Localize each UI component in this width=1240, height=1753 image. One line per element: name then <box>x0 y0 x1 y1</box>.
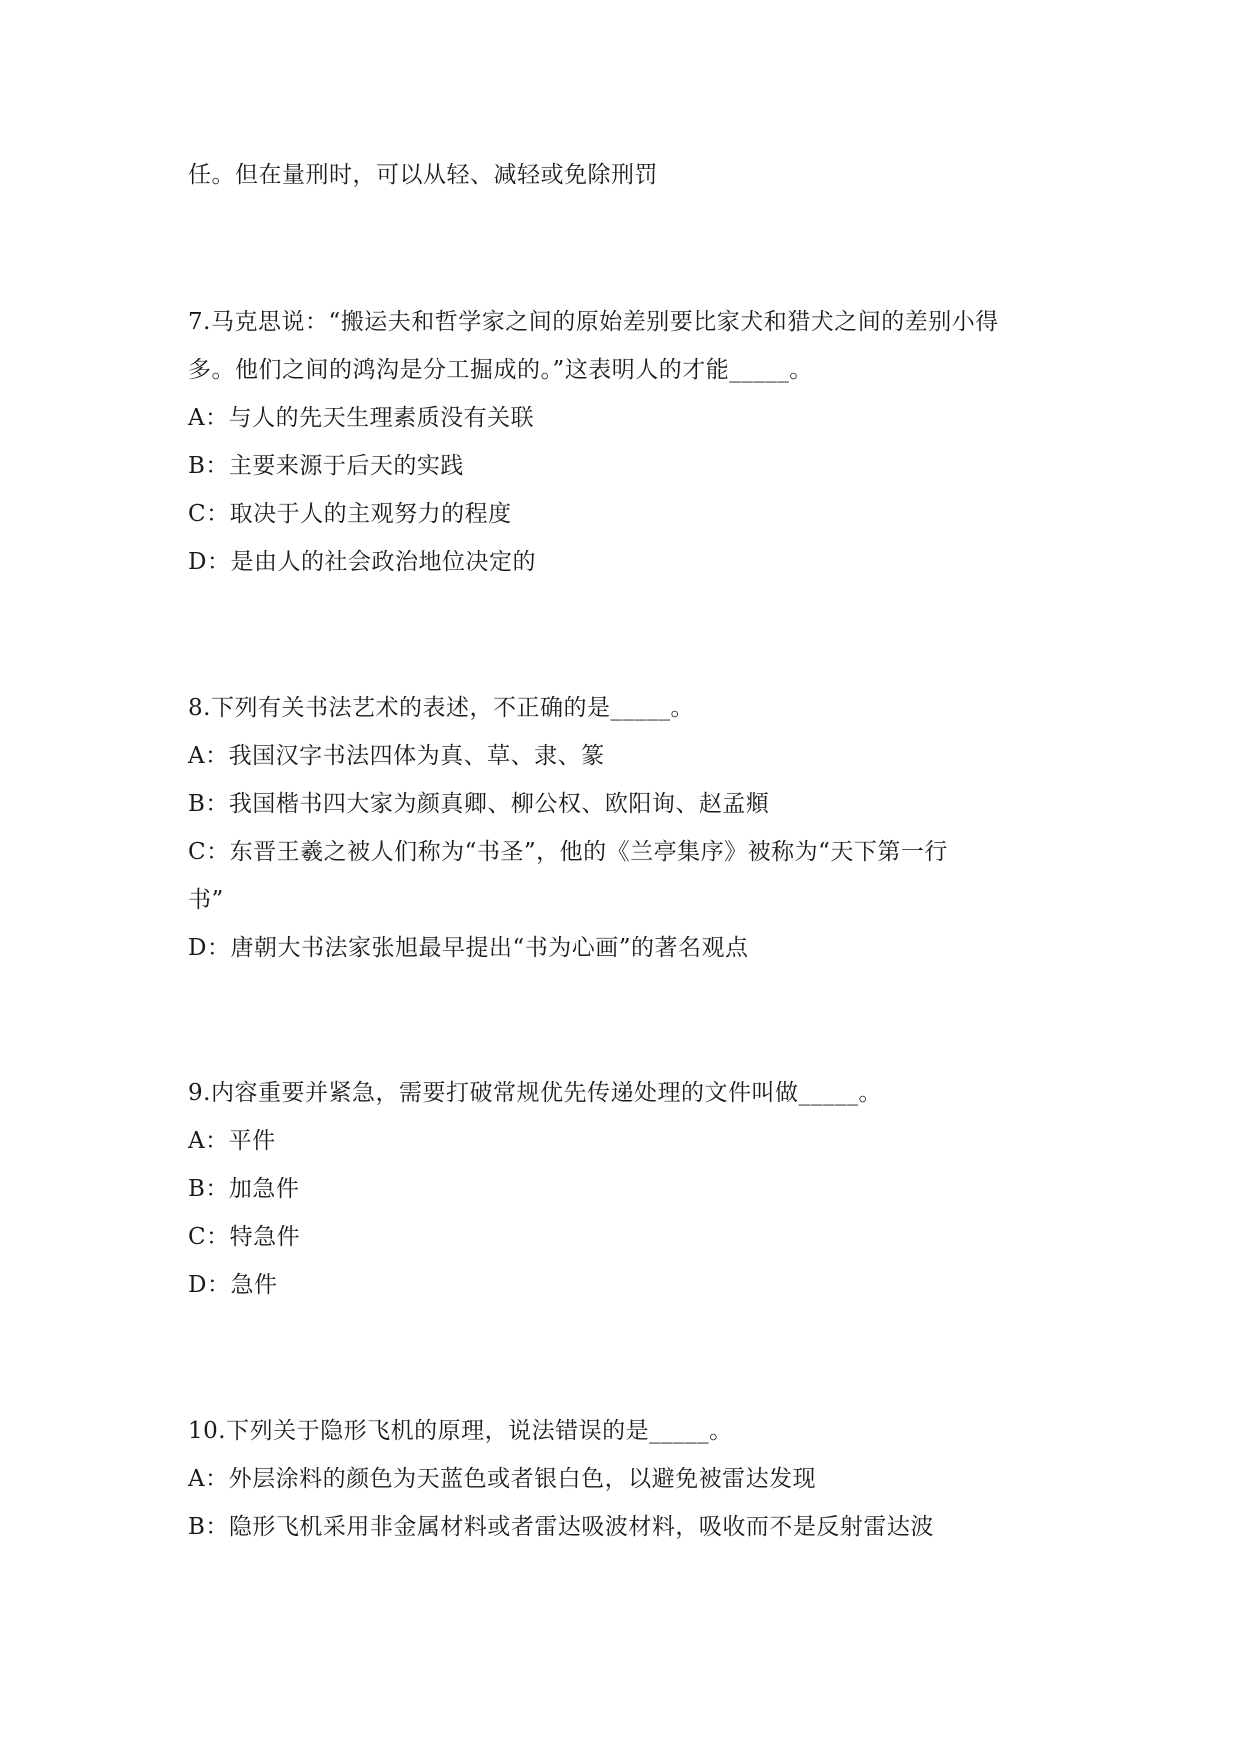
carryover-text: 任。但在量刑时，可以从轻、减轻或免除刑罚 <box>188 162 658 188</box>
q8-option-c: C：东晋王羲之被人们称为“书圣”，他的《兰亭集序》被称为“天下第一行 <box>188 839 948 865</box>
q9-option-d: D：急件 <box>188 1272 278 1298</box>
q7-stem-line-1: 7.马克思说：“搬运夫和哲学家之间的原始差别要比家犬和猎犬之间的差别小得 <box>188 309 999 335</box>
q8-option-b: B：我国楷书四大家为颜真卿、柳公权、欧阳询、赵孟頫 <box>188 791 770 817</box>
q9-option-b: B：加急件 <box>188 1176 300 1202</box>
q7-option-c: C：取决于人的主观努力的程度 <box>188 501 512 527</box>
q7-stem-line-2: 多。他们之间的鸿沟是分工掘成的。”这表明人的才能_____。 <box>188 357 813 383</box>
q10-option-a: A：外层涂料的颜色为天蓝色或者银白色，以避免被雷达发现 <box>188 1466 817 1492</box>
q9-stem: 9.内容重要并紧急，需要打破常规优先传递处理的文件叫做_____。 <box>188 1080 882 1106</box>
q7-option-b: B：主要来源于后天的实践 <box>188 453 464 479</box>
q8-option-c-continued: 书” <box>188 887 224 913</box>
q7-option-d: D：是由人的社会政治地位决定的 <box>188 549 536 575</box>
q8-option-a: A：我国汉字书法四体为真、草、隶、篆 <box>188 743 605 769</box>
q10-stem: 10.下列关于隐形飞机的原理，说法错误的是_____。 <box>188 1418 733 1444</box>
q9-option-a: A：平件 <box>188 1128 276 1154</box>
q10-option-b: B：隐形飞机采用非金属材料或者雷达吸波材料，吸收而不是反射雷达波 <box>188 1514 934 1540</box>
q9-option-c: C：特急件 <box>188 1224 301 1250</box>
q8-option-d: D：唐朝大书法家张旭最早提出“书为心画”的著名观点 <box>188 935 749 961</box>
q7-option-a: A：与人的先天生理素质没有关联 <box>188 405 535 431</box>
q8-stem: 8.下列有关书法艺术的表述，不正确的是_____。 <box>188 695 694 721</box>
